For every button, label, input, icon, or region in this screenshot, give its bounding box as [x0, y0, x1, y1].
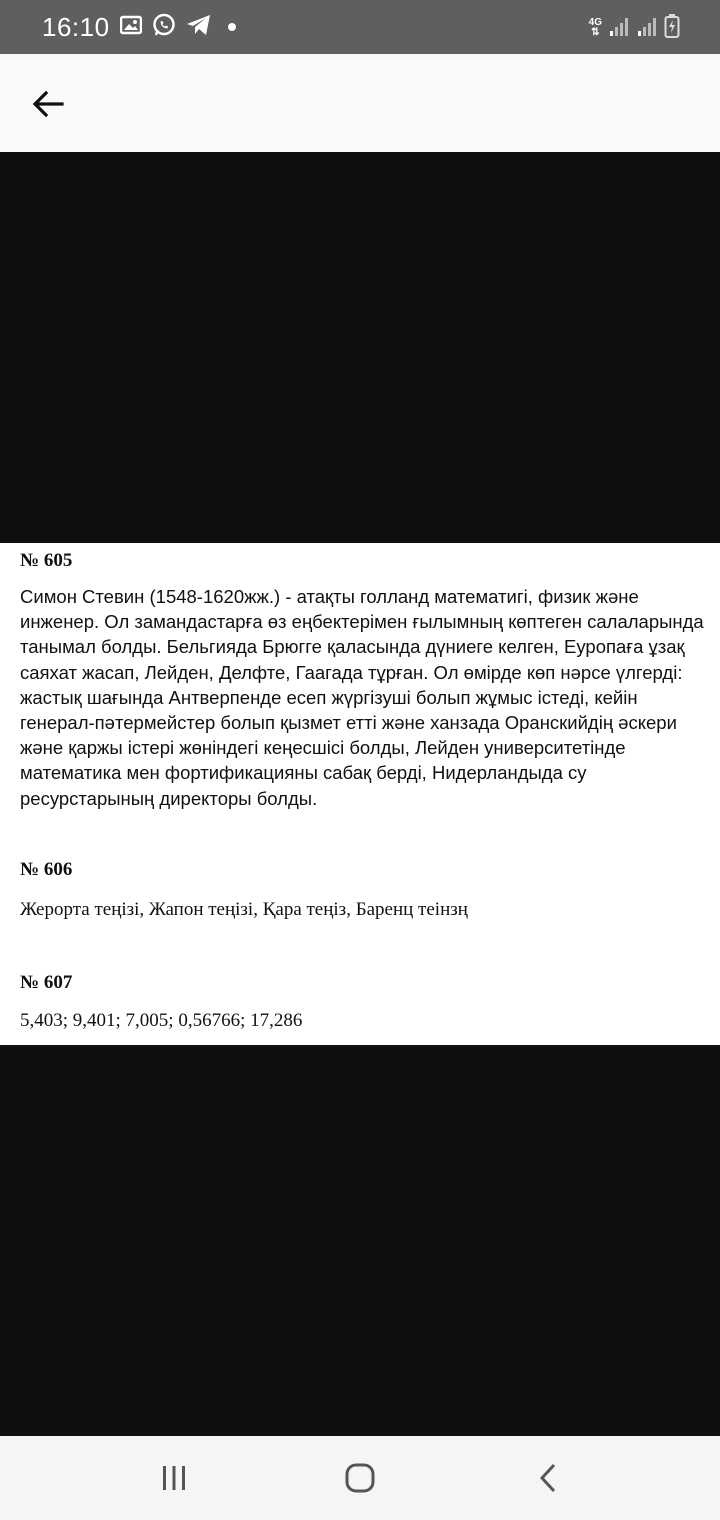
image-viewer-background: [0, 152, 720, 543]
system-icons: [589, 14, 680, 42]
recents-icon: [159, 1464, 189, 1492]
signal-icon: [608, 15, 630, 42]
image-icon: [120, 15, 142, 40]
app-bar: [0, 54, 720, 152]
problem-number: № 606: [20, 859, 73, 880]
battery-icon: [664, 14, 680, 43]
problem-text: 5,403; 9,401; 7,005; 0,56766; 17,286: [20, 1010, 303, 1031]
arrow-left-icon: [32, 90, 64, 118]
back-icon: [538, 1463, 558, 1493]
notification-icons: [120, 14, 236, 40]
signal-icon-2: [636, 15, 658, 42]
home-icon: [344, 1463, 376, 1493]
back-button[interactable]: [28, 84, 68, 124]
status-time: 16:10: [42, 12, 110, 42]
problem-number: № 607: [20, 972, 73, 993]
recents-button[interactable]: [144, 1456, 204, 1500]
nav-back-button[interactable]: [518, 1456, 578, 1500]
document-image[interactable]: [0, 543, 720, 1045]
problem-number: № 605: [20, 550, 73, 571]
notification-dot: [228, 23, 236, 31]
problem-text: Симон Стевин (1548-1620жж.) - атақты голланд математигі, физик және инженер. Ол замандастарға өз еңбектерімен ғылымның көптеген салаларында танымал болды. Бельгияда Брюгге қаласында дүниеге келген, Еуропаға ұзақ саяхат жасап, Лейден, Делфте, Гаагада тұрған. Ол өмірде көп нәрсе үлгерді: жастық шағында Антверпенде есеп жүргізуші болып жұмыс істеді, кейін генерал-пәтермейстер болып қызмет етті және ханзада Оранскийдің әскери және қаржы істері жөніндегі кеңесшісі болды, Лейден университетінде математика мен фортификацияны сабақ берді, Нидерландыда су ресурстарының директоры болды.: [20, 586, 704, 809]
telegram-icon: [186, 14, 212, 41]
network-4g-icon: 4G ⇅: [588, 17, 602, 38]
whatsapp-icon: [152, 13, 176, 42]
problem-text: Жерорта теңізі, Жапон теңізі, Қара теңіз, Баренц теінзң: [20, 899, 468, 920]
status-bar: [0, 0, 720, 54]
navigation-bar: [0, 1436, 720, 1520]
home-button[interactable]: [330, 1456, 390, 1500]
